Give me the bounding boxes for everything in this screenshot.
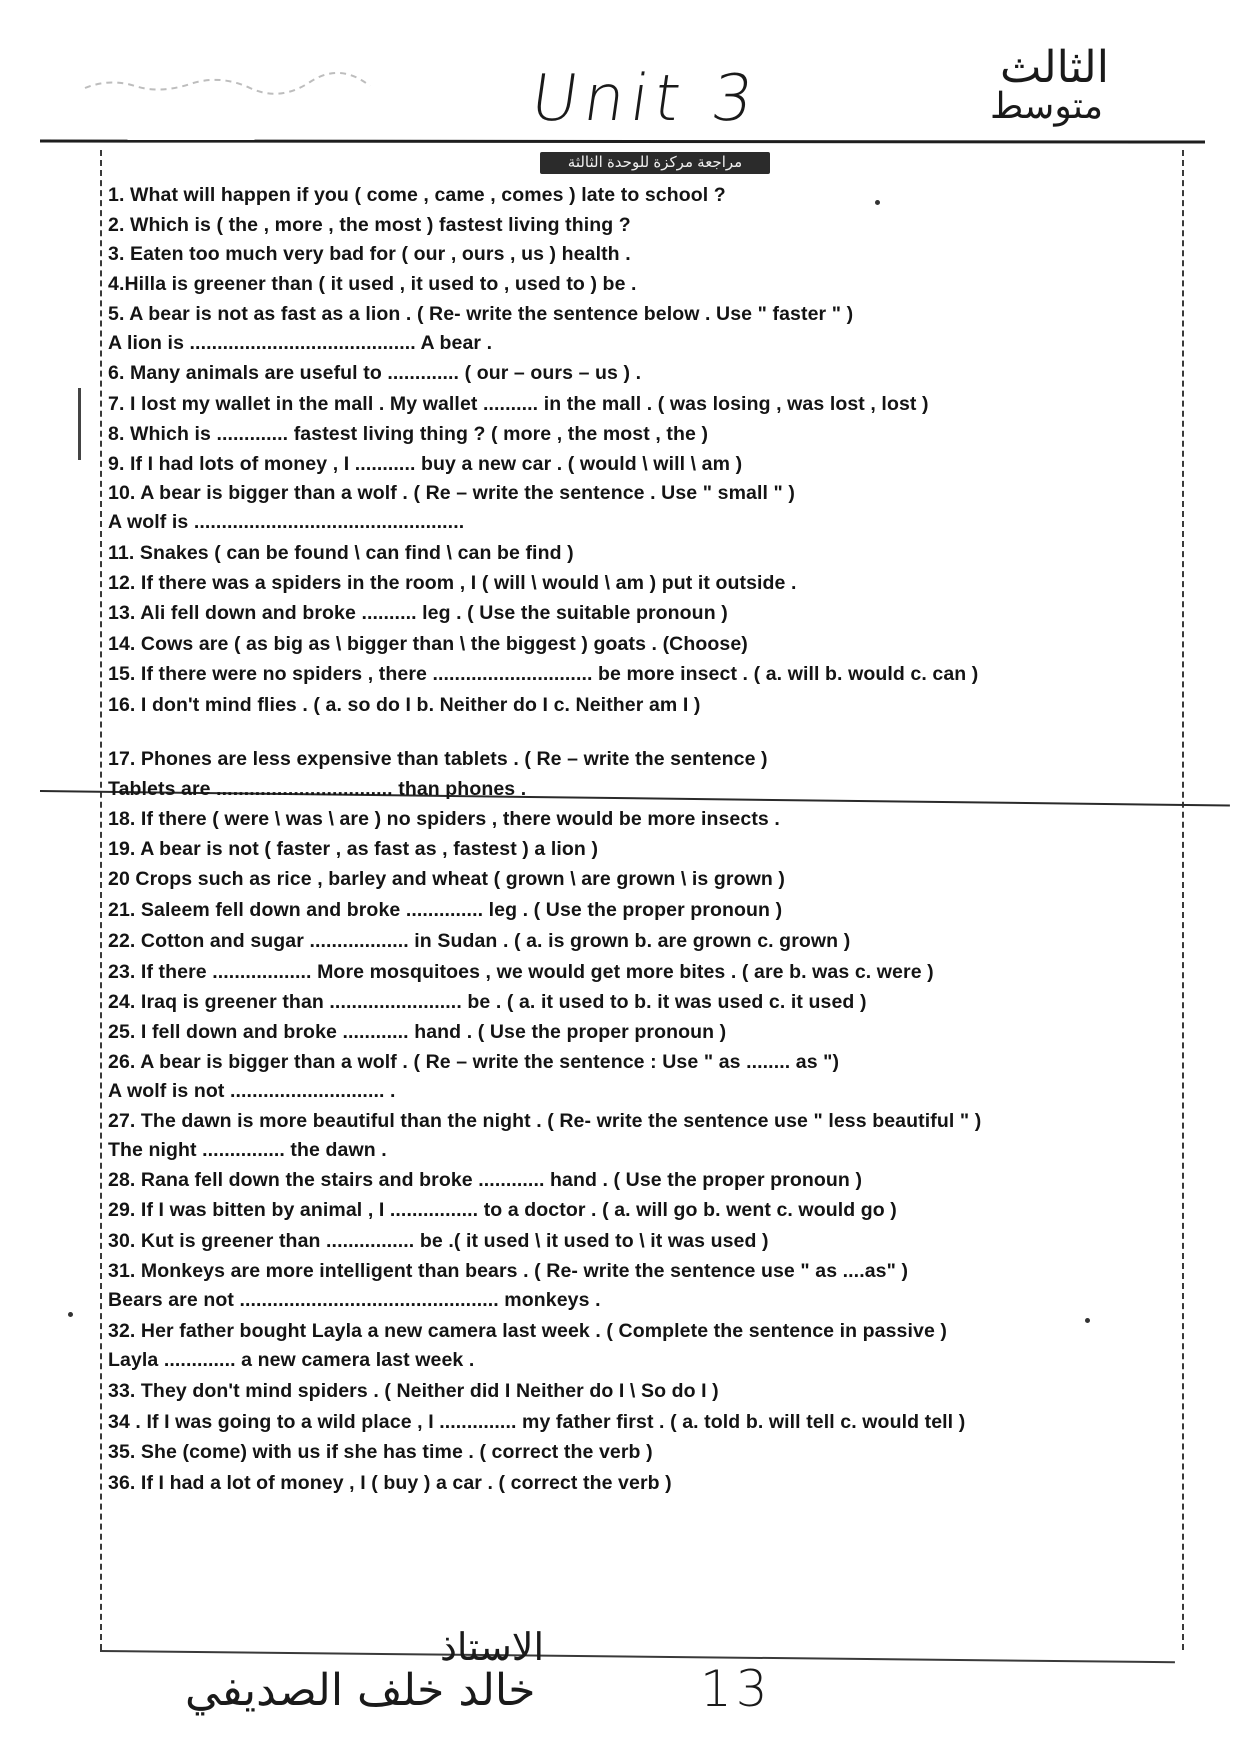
question-line: 34 . If I was going to a wild place , I .............. my father first . ( a. told b. will tell c. would tell ) [108,1411,966,1433]
question-line: 35. She (come) with us if she has time . ( correct the verb ) [108,1441,653,1463]
answer-line: A wolf is not ............................ . [108,1080,396,1102]
question-line: 13. Ali fell down and broke .......... leg . ( Use the suitable pronoun ) [108,602,728,624]
teacher-name: خالد خلف الصديفي [185,1665,536,1716]
question-line: 26. A bear is bigger than a wolf . ( Re – write the sentence : Use " as ........ as ") [108,1051,840,1073]
question-line: 5. A bear is not as fast as a lion . ( Re- write the sentence below . Use " faster " ) [108,303,854,325]
question-line: 17. Phones are less expensive than tablets . ( Re – write the sentence ) [108,748,768,770]
question-line: 7. I lost my wallet in the mall . My wallet .......... in the mall . ( was losing , was lost , lost ) [108,393,929,415]
answer-line: Tablets are ................................ than phones . [108,778,527,800]
question-line: 36. If I had a lot of money , I ( buy ) a car . ( correct the verb ) [108,1472,672,1494]
page-number: 13 [700,1660,772,1718]
question-line: 14. Cows are ( as big as \ bigger than \ the biggest ) goats . (Choose) [108,633,748,655]
top-rule [40,139,1205,143]
question-line: 10. A bear is bigger than a wolf . ( Re – write the sentence . Use " small " ) [108,482,795,504]
teacher-title: الاستاذ [440,1625,545,1669]
question-line: 4.Hilla is greener than ( it used , it used to , used to ) be . [108,273,637,295]
question-line: 29. If I was bitten by animal , I ................ to a doctor . ( a. will go b. went c. would go ) [108,1199,897,1221]
question-line: 22. Cotton and sugar .................. in Sudan . ( a. is grown b. are grown c. grown ) [108,930,851,952]
question-line: 6. Many animals are useful to ............. ( our – ours – us ) . [108,362,642,384]
question-line: 25. I fell down and broke ............ hand . ( Use the proper pronoun ) [108,1021,727,1043]
review-header-label: مراجعة مركزة للوحدة الثالثة [540,152,770,174]
answer-line: Layla ............. a new camera last week . [108,1349,475,1371]
stray-dot [1085,1318,1090,1323]
question-line: 19. A bear is not ( faster , as fast as , fastest ) a lion ) [108,838,599,860]
question-line: 21. Saleem fell down and broke .............. leg . ( Use the proper pronoun ) [108,899,783,921]
question-line: 12. If there was a spiders in the room , I ( will \ would \ am ) put it outside . [108,572,797,594]
question-line: 9. If I had lots of money , I ........... buy a new car . ( would \ will \ am ) [108,453,743,475]
question-line: 3. Eaten too much very bad for ( our , ours , us ) health . [108,243,631,265]
question-line: 32. Her father bought Layla a new camera last week . ( Complete the sentence in passive ) [108,1320,948,1342]
stray-dot [68,1312,73,1317]
answer-line: Bears are not ............................................... monkeys . [108,1289,601,1311]
question-line: 18. If there ( were \ was \ are ) no spiders , there would be more insects . [108,808,780,830]
question-line: 28. Rana fell down the stairs and broke ............ hand . ( Use the proper pronoun ) [108,1169,863,1191]
question-line: 11. Snakes ( can be found \ can find \ can be find ) [108,542,574,564]
answer-line: A wolf is ................................................. [108,511,465,533]
grade-level: متوسط [990,86,1104,127]
answer-line: The night ............... the dawn . [108,1139,387,1161]
answer-line: A lion is ......................................... A bear . [108,332,493,354]
faint-scribble [80,70,380,100]
unit-title: Unit 3 [526,62,764,136]
margin-mark [78,388,81,460]
question-line: 24. Iraq is greener than ........................ be . ( a. it used to b. it was used c. it used ) [108,991,867,1013]
question-line: 2. Which is ( the , more , the most ) fastest living thing ? [108,214,631,236]
question-line: 20 Crops such as rice , barley and wheat ( grown \ are grown \ is grown ) [108,868,785,890]
question-line: 15. If there were no spiders , there ............................. be more insect . ( a. will b. would c. can ) [108,663,979,685]
frame-bottom-rule [100,1650,1175,1663]
question-line: 27. The dawn is more beautiful than the night . ( Re- write the sentence use " less beautiful " ) [108,1110,982,1132]
stray-dot [875,200,880,205]
question-line: 8. Which is ............. fastest living thing ? ( more , the most , the ) [108,423,709,445]
question-line: 23. If there .................. More mosquitoes , we would get more bites . ( are b. was c. were ) [108,961,934,983]
grade-label: الثالث [1000,42,1109,93]
question-line: 1. What will happen if you ( come , came , comes ) late to school ? [108,184,726,206]
question-line: 30. Kut is greener than ................ be .( it used \ it used to \ it was used ) [108,1230,769,1252]
question-line: 16. I don't mind flies . ( a. so do I b. Neither do I c. Neither am I ) [108,694,701,716]
question-line: 33. They don't mind spiders . ( Neither did I Neither do I \ So do I ) [108,1380,719,1402]
question-line: 31. Monkeys are more intelligent than bears . ( Re- write the sentence use " as ....as" ) [108,1260,909,1282]
